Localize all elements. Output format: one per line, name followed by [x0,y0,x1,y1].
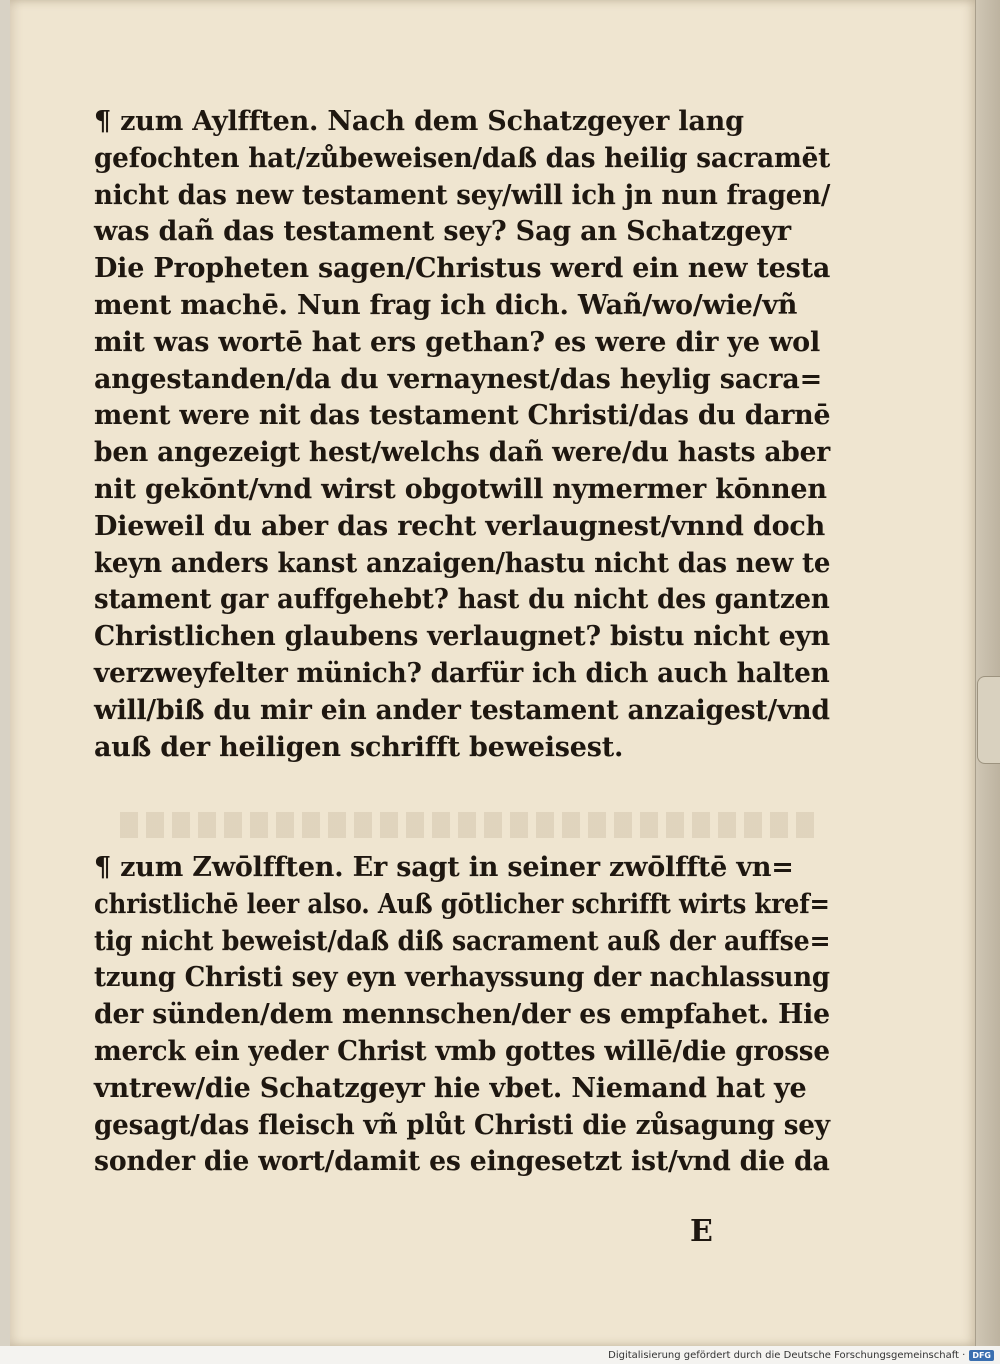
text-line: gefochten hat/zůbeweisen/daß das heilig sacramēt [94,142,831,174]
text-line: ment were nit das testament Christi/das du darnē [94,400,831,432]
signature-mark: E [690,1214,713,1249]
text-line: angestanden/da du vernaynest/das heylig sacra= [94,363,823,395]
text-line: christlichē leer also. Auß gōtlicher schrifft wirts kref= [94,888,830,920]
text-line: nicht das new testament sey/will ich jn nun fragen/ [94,179,831,211]
page-tab [977,676,1000,764]
footer-bar [0,1346,1000,1364]
text-line: ¶ zum Aylfften. Nach dem Schatzgeyer lang [94,106,744,137]
text-line: sonder die wort/damit es eingesetzt ist/vnd die da [94,1146,830,1178]
paragraph-1 [94,104,830,766]
text-line: will/biß du mir ein ander testament anzaigest/vnd [94,694,830,726]
text-line: ben angezeigt hest/welchs dañ were/du hasts aber [94,437,831,469]
text-line: ¶ zum Zwōlfften. Er sagt in seiner zwōlfftē vn= [94,852,794,883]
text-line: der sünden/dem mennschen/der es empfahet. Hie [94,999,830,1031]
funding-note: Digitalisierung gefördert durch die Deutsche Forschungsgemeinschaft · [608,1349,966,1361]
text-line: gesagt/das fleisch vñ plůt Christi die zůsagung sey [94,1109,830,1141]
text-line: ment machē. Nun frag ich dich. Wañ/wo/wie/vñ [94,289,798,321]
text-line: merck ein yeder Christ vmb gottes willē/die grosse [94,1035,830,1067]
text-line: Christlichen glaubens verlaugnet? bistu nicht eyn [94,621,830,653]
text-line: tig nicht beweist/daß diß sacrament auß der auffse= [94,925,831,957]
text-line: keyn anders kanst anzaigen/hastu nicht das new te [94,547,831,579]
text-line: mit was wortē hat ers gethan? es were dir ye wol [94,326,821,358]
show-through-text [120,812,820,838]
text-line: verzweyfelter münich? darfür ich dich auch halten [94,657,830,689]
text-line: Dieweil du aber das recht verlaugnest/vnnd doch [94,510,826,542]
text-line: stament gar auffgehebt? hast du nicht des gantzen [94,584,830,616]
text-line: nit gekōnt/vnd wirst obgotwill nymermer kōnnen [94,473,827,505]
text-line: tzung Christi sey eyn verhayssung der nachlassung [94,962,830,994]
text-line: Die Propheten sagen/Christus werd ein new testa [94,253,831,285]
text-line: was dañ das testament sey? Sag an Schatzgeyr [94,216,791,248]
text-line: vntrew/die Schatzgeyr hie vbet. Niemand hat ye [94,1072,807,1104]
paragraph-2 [94,850,830,1181]
book-page [10,0,978,1346]
dfg-logo-icon[interactable]: DFG [969,1350,994,1361]
text-line: auß der heiligen schrifft beweisest. [94,731,624,763]
page-edge [975,0,1000,1346]
